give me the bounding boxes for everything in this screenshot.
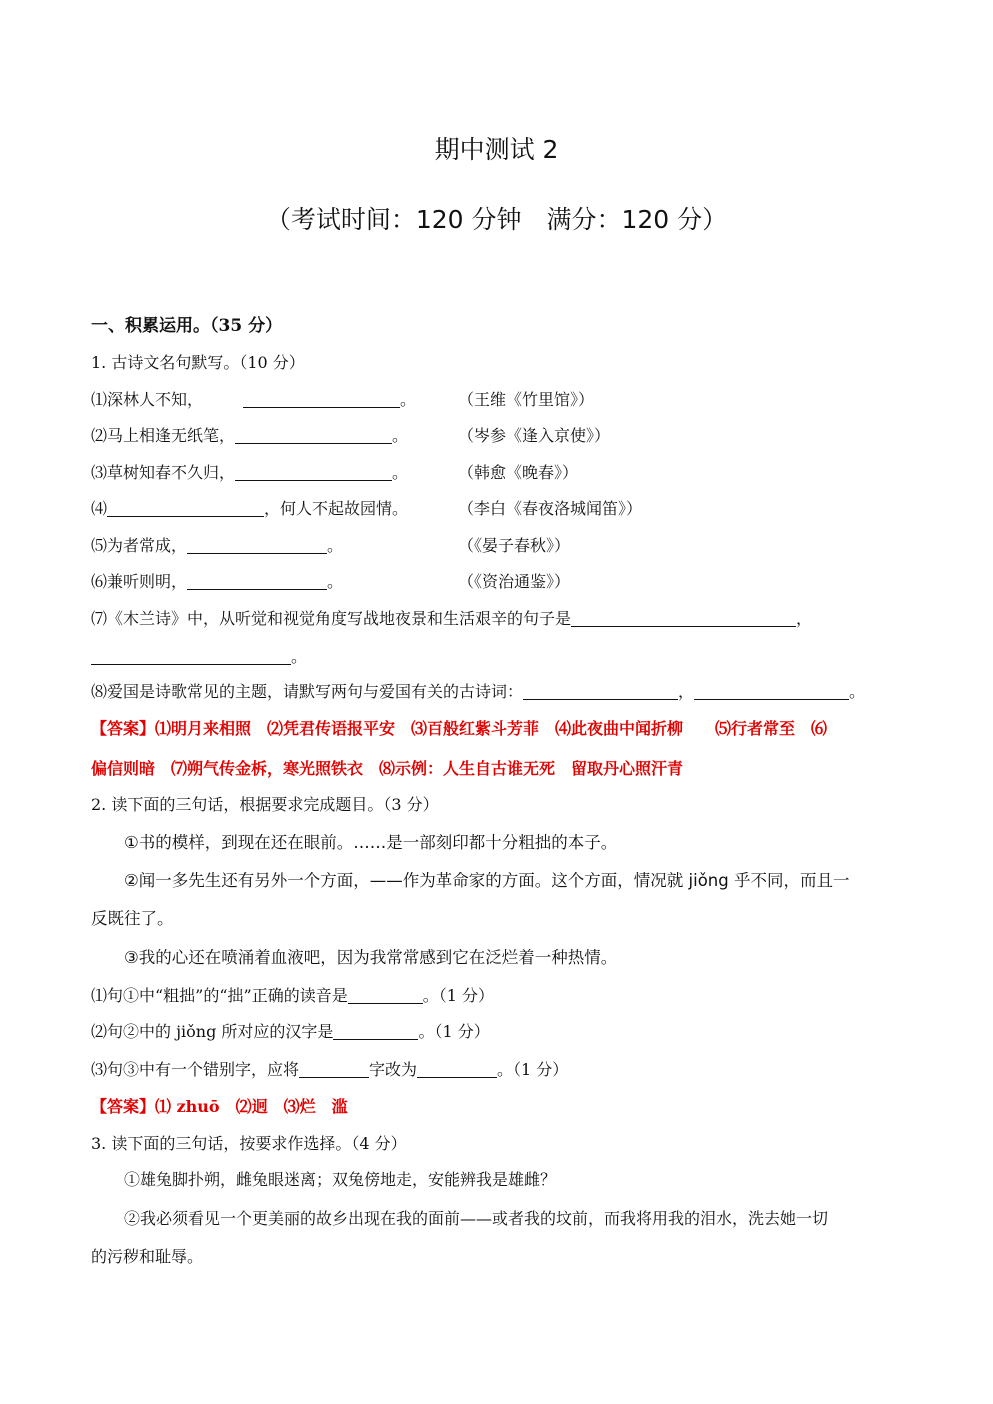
q1-item-3: ⑶草树知春不久归， 。 — [91, 463, 409, 482]
q1-item-3-source: （韩愈《晚春》） — [458, 463, 579, 482]
q2-sub-3: ⑶句③中有一个错别字，应将 字改为 。（1 分） — [91, 1060, 569, 1079]
q1-item-2-source: （岑参《逢入京使》） — [458, 426, 611, 445]
q2-stem: 2. 读下面的三句话，根据要求完成题目。（3 分） — [91, 795, 439, 814]
q1-item-1-source: （王维《竹里馆》） — [458, 390, 595, 409]
answer-blank[interactable] — [348, 987, 423, 1004]
q1-item-4-source: （李白《春夜洛城闻笛》） — [458, 499, 643, 518]
answer-blank[interactable] — [523, 683, 678, 700]
q2-answer: 【答案】⑴ zhuō ⑵迥 ⑶烂 滥 — [91, 1097, 348, 1116]
q1-item-7: ⑺《木兰诗》中，从听觉和视觉角度写战地夜景和生活艰辛的句子是 ， — [91, 609, 813, 628]
q1-item-6-source: （《资治通鉴》） — [458, 572, 571, 591]
q2-sentence-2b: 反既往了。 — [91, 909, 174, 928]
exam-subtitle: （考试时间：120 分钟 满分：120 分） — [265, 205, 728, 234]
answer-blank[interactable] — [235, 464, 392, 481]
q3-stem: 3. 读下面的三句话，按要求作选择。（4 分） — [91, 1134, 407, 1153]
q2-sub-2: ⑵句②中的 jiǒng 所对应的汉字是 。（1 分） — [91, 1022, 490, 1041]
q1-item-7-cont: 。 — [91, 646, 307, 668]
q3-sentence-2b: 的污秽和耻辱。 — [91, 1247, 204, 1266]
page-title: 期中测试 2 — [434, 135, 559, 164]
q1-stem: 1. 古诗文名句默写。（10 分） — [91, 353, 305, 372]
q3-sentence-1: ①雄兔脚扑朔，雌兔眼迷离；双兔傍地走，安能辨我是雄雌？ — [124, 1170, 557, 1189]
answer-blank[interactable] — [571, 610, 796, 627]
q2-sentence-2a: ②闻一多先生还有另外一个方面，——作为革命家的方面。这个方面，情况就 jiǒng 乎不同，而且一 — [124, 871, 850, 890]
answer-blank[interactable] — [107, 500, 264, 517]
section-heading: 一、积累运用。（35 分） — [91, 316, 283, 336]
q2-sentence-3: ③我的心还在喷涌着血液吧，因为我常常感到它在泛烂着一种热情。 — [124, 948, 618, 967]
answer-blank[interactable] — [187, 537, 327, 554]
q2-sentence-1: ①书的模样，到现在还在眼前。……是一部刻印都十分粗拙的本子。 — [124, 833, 618, 852]
q1-item-5: ⑸为者常成， 。 — [91, 536, 344, 555]
q1-item-5-source: （《晏子春秋》） — [458, 536, 571, 555]
answer-blank[interactable] — [694, 683, 849, 700]
q1-answer-line1: 【答案】⑴明月来相照 ⑵凭君传语报平安 ⑶百般红紫斗芳菲 ⑷此夜曲中闻折柳 ⑸行者常至 ⑹ — [91, 719, 828, 738]
q1-item-8: ⑻爱国是诗歌常见的主题，请默写两句与爱国有关的古诗词： ， 。 — [91, 682, 866, 701]
answer-blank[interactable] — [187, 573, 327, 590]
answer-blank[interactable] — [417, 1061, 497, 1078]
answer-blank[interactable] — [333, 1023, 418, 1040]
answer-blank[interactable] — [299, 1061, 369, 1078]
answer-blank[interactable] — [235, 427, 392, 444]
q1-item-1: ⑴深林人不知， 。 — [91, 390, 417, 409]
q2-sub-1: ⑴句①中“粗拙”的“拙”正确的读音是 。（1 分） — [91, 986, 495, 1005]
answer-blank[interactable] — [243, 391, 400, 408]
q1-item-6: ⑹兼听则明， 。 — [91, 572, 344, 591]
q1-answer-line2: 偏信则暗 ⑺朔气传金柝，寒光照铁衣 ⑻示例：人生自古谁无死 留取丹心照汗青 — [91, 759, 684, 778]
q1-item-2: ⑵马上相逢无纸笔， 。 — [91, 426, 409, 445]
q3-sentence-2a: ②我必须看见一个更美丽的故乡出现在我的面前——或者我的坟前，而我将用我的泪水，洗去她一切 — [124, 1209, 829, 1228]
q1-item-4: ⑷ ，何人不起故园情。 — [91, 499, 409, 518]
answer-blank[interactable] — [91, 648, 291, 665]
